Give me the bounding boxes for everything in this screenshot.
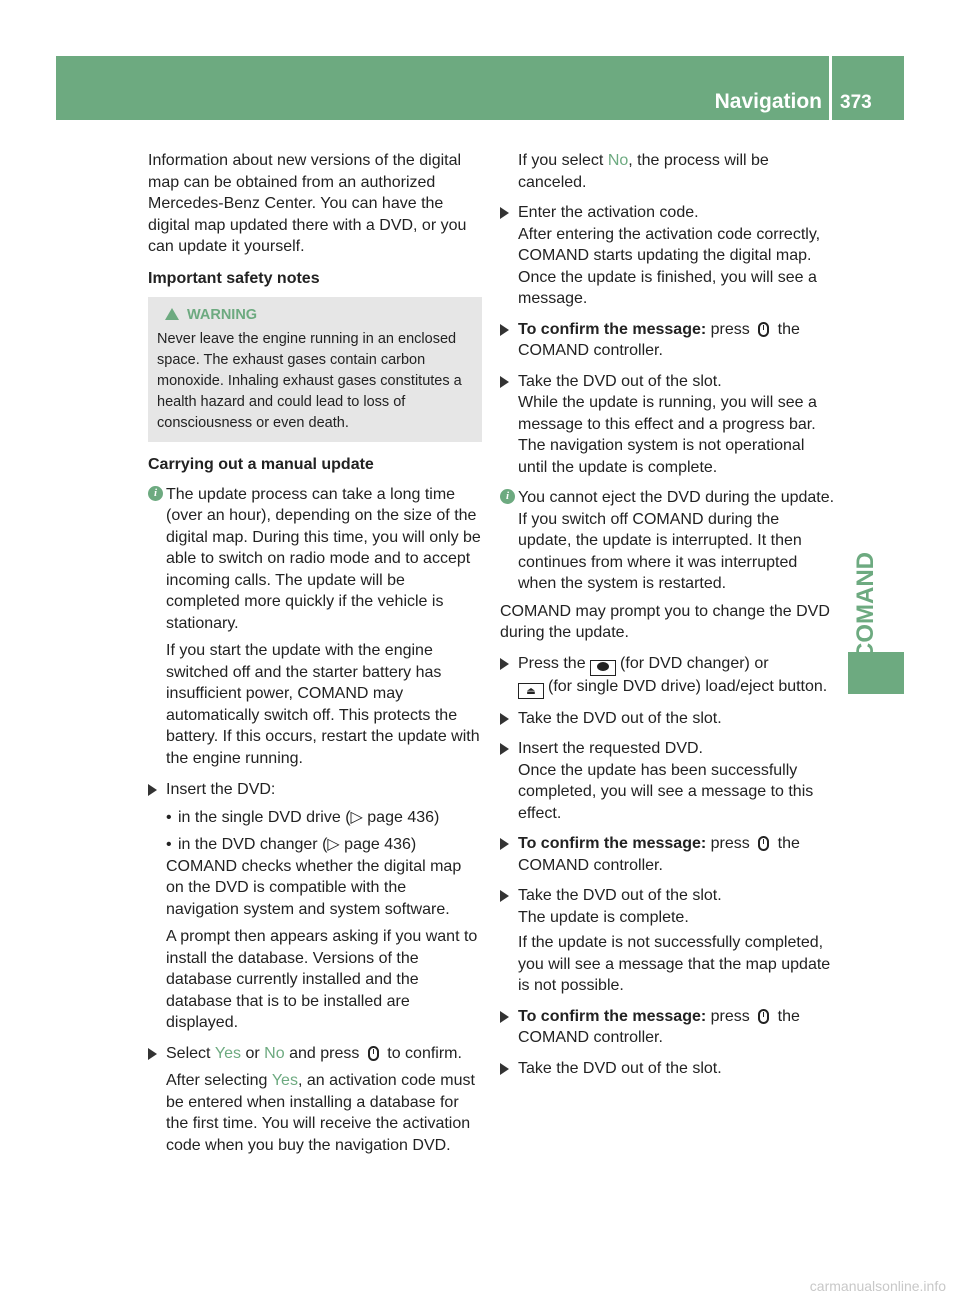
step-take-out-3: Take the DVD out of the slot. The update is complete. If the update is not successfully completed, you will see a message that the map update is not possible.	[500, 885, 836, 997]
step-arrow-icon	[500, 713, 509, 725]
section-title: Navigation	[714, 90, 822, 113]
step-confirm-1: To confirm the message: press the COMAND controller.	[500, 319, 836, 362]
step-arrow-icon	[500, 207, 509, 219]
activation-text: After selecting Yes, an activation code must be entered when installing a database for the first time. You will receive the activation code when you buy the navigation DVD.	[166, 1072, 475, 1154]
left-column	[148, 150, 482, 1165]
intro-paragraph: Information about new versions of the digital map can be obtained from an authorized Mercedes-Benz Center. You can have the digital map updated there with a DVD, or you can update it yourself.	[148, 152, 467, 255]
page-ref-arrow-icon: ▷	[350, 808, 363, 826]
step-insert-requested: Insert the requested DVD. Once the update has been successfully completed, you will see a message to this effect.	[500, 738, 836, 824]
step-confirm-3: To confirm the message: press the COMAND controller.	[500, 1006, 836, 1049]
info-text-duration: The update process can take a long time (over an hour), depending on the size of the digital map. During this time, you will only be able to switch on radio mode and to accept incoming calls. The update will be completed more quickly if the vehicle is stationary.	[166, 485, 481, 632]
page-ref-arrow-icon: ▷	[327, 836, 340, 853]
prompt-text: A prompt then appears asking if you want to install the database. Versions of the database currently installed and the database that is to be installed are displayed.	[166, 928, 478, 1031]
controller-knob-icon	[758, 836, 769, 851]
warning-box	[148, 297, 482, 442]
step-take-out-4: Take the DVD out of the slot.	[500, 1058, 836, 1080]
warning-icon	[165, 308, 179, 320]
cancel-note: If you select No, the process will be canceled.	[518, 152, 769, 191]
info-text-battery: If you start the update with the engine switched off and the starter battery has insufficient power, COMAND may automatically switch off. This protects the battery. If this occurs, restart the update with the engine running.	[166, 642, 480, 767]
warning-text: Never leave the engine running in an enclosed space. The exhaust gases contain carbon monoxide. Inhaling exhaust gases constitutes a health hazard and could lead to loss of consciousness or even death.	[157, 331, 462, 431]
manual-update-heading: Carrying out a manual update	[148, 456, 374, 473]
eject-button-icon: ⏏	[518, 683, 544, 699]
side-tab-label: COMAND	[852, 552, 879, 660]
right-column	[500, 150, 836, 1088]
step-arrow-icon	[500, 890, 509, 902]
bullet-changer: • in the DVD changer (▷ page 436)	[166, 834, 482, 856]
warning-title: WARNING	[157, 305, 474, 326]
step-press-eject: Press the (for DVD changer) or ⏏ (for single DVD drive) load/eject button.	[500, 653, 836, 699]
step-arrow-icon	[500, 1011, 509, 1023]
step-arrow-icon	[500, 743, 509, 755]
select-text: Select Yes or No and press to confirm.	[166, 1044, 462, 1062]
info-icon: i	[500, 489, 515, 504]
info-icon: i	[148, 486, 163, 501]
step-select	[148, 1043, 482, 1157]
step-arrow-icon	[500, 1063, 509, 1075]
change-dvd-text: COMAND may prompt you to change the DVD during the update.	[500, 602, 830, 641]
step-arrow-icon	[500, 376, 509, 388]
controller-knob-icon	[368, 1046, 379, 1061]
page-number: 373	[840, 92, 872, 113]
controller-knob-icon	[758, 322, 769, 337]
step-confirm-2: To confirm the message: press the COMAND controller.	[500, 833, 836, 876]
step-arrow-icon	[500, 658, 509, 670]
page-header	[56, 56, 904, 120]
step-take-out-2: Take the DVD out of the slot.	[500, 708, 836, 730]
safety-heading: Important safety notes	[148, 269, 320, 287]
step-insert-dvd	[148, 779, 482, 1034]
info-note	[148, 484, 482, 770]
step-text: Insert the DVD:	[166, 781, 276, 798]
header-divider	[829, 56, 832, 120]
check-text: COMAND checks whether the digital map on the DVD is compatible with the navigation system and system software.	[166, 857, 462, 918]
watermark: carmanualsonline.info	[809, 1278, 946, 1294]
dvd-changer-button-icon	[590, 660, 616, 676]
controller-knob-icon	[758, 1009, 769, 1024]
step-take-out-1: Take the DVD out of the slot. While the update is running, you will see a message to this effect and a progress bar. The navigation system is not operational until the update is complete.	[500, 371, 836, 479]
step-enter-code: Enter the activation code. After entering the activation code correctly, COMAND starts updating the digital map. Once the update is finished, you will see a message.	[500, 202, 836, 310]
step-arrow-icon	[148, 1048, 157, 1060]
info-eject-note: i You cannot eject the DVD during the update. If you switch off COMAND during the update, the update is interrupted. It then continues from where it was interrupted when the system is restarted.	[500, 487, 836, 595]
bullet-single-drive: • in the single DVD drive (▷ page 436)	[166, 807, 482, 829]
step-arrow-icon	[148, 784, 157, 796]
step-arrow-icon	[500, 324, 509, 336]
step-arrow-icon	[500, 838, 509, 850]
